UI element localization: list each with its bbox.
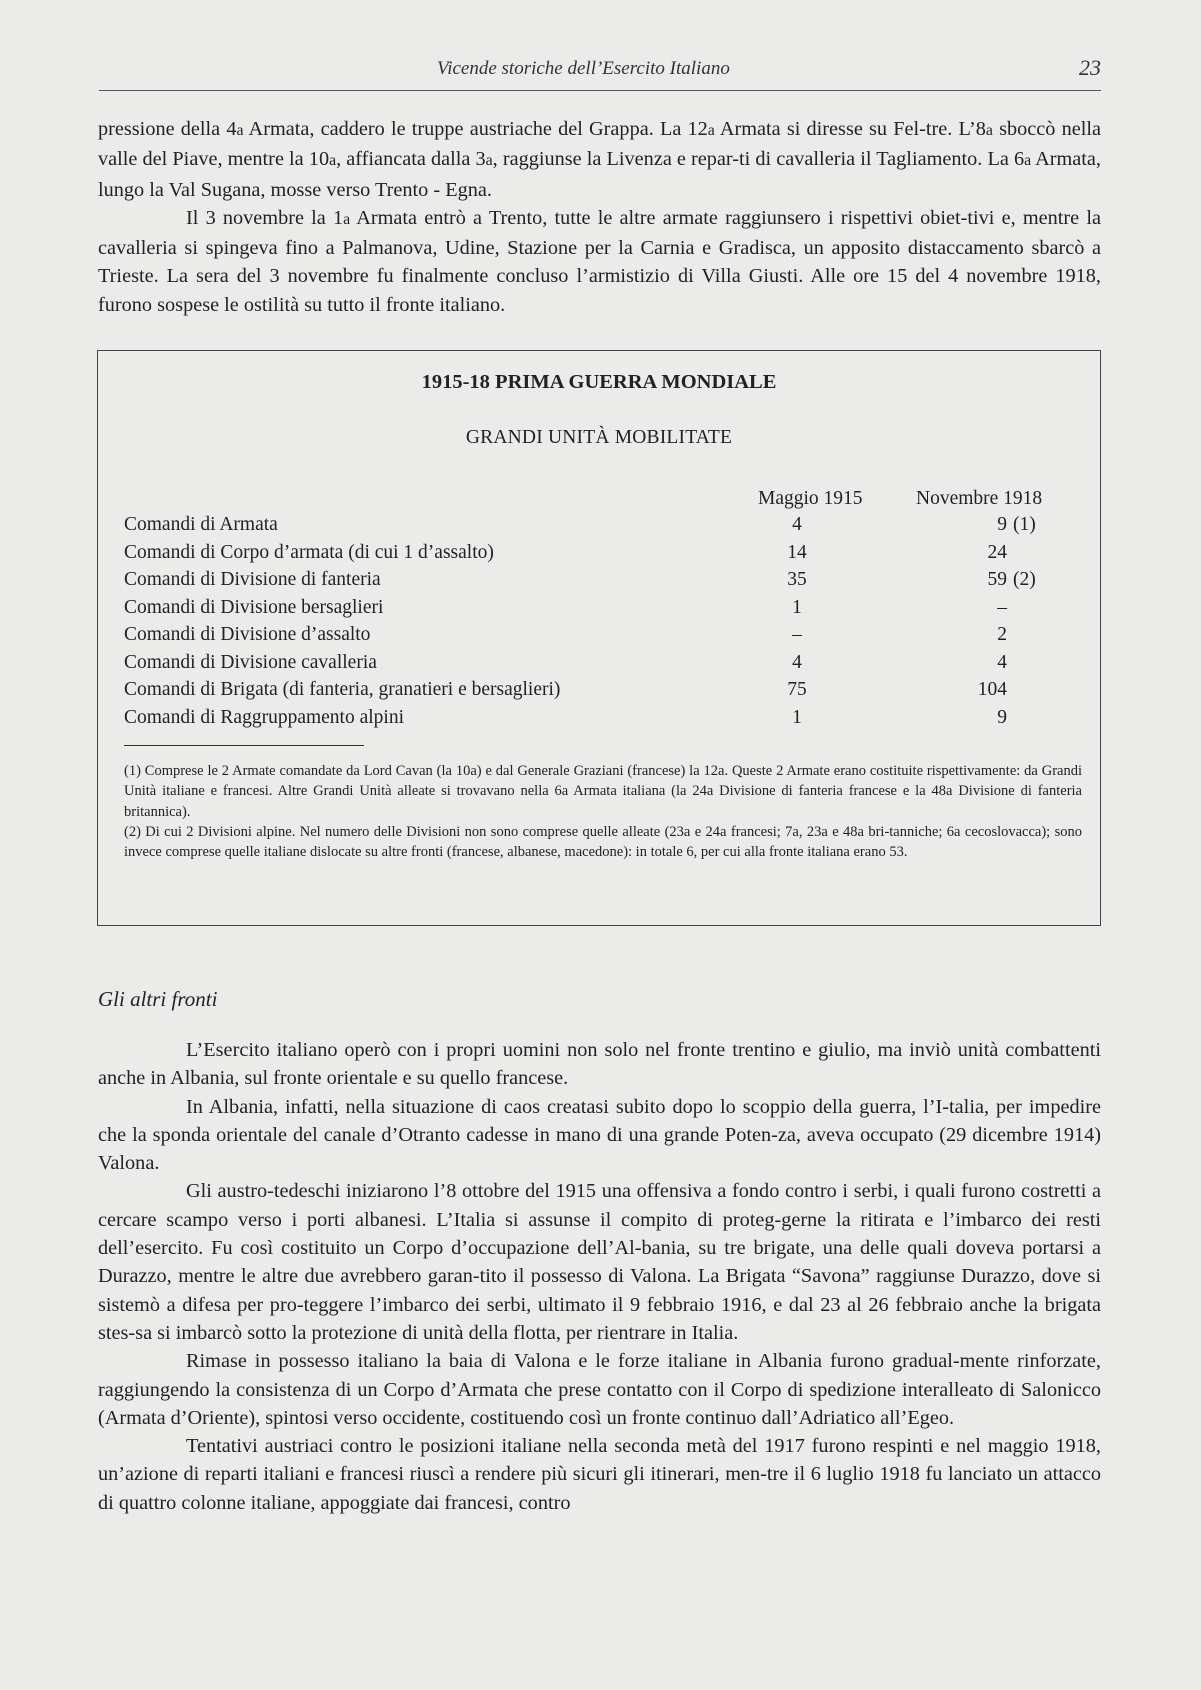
value-may-1915: 14 <box>787 542 807 563</box>
page-number: 23 <box>1079 55 1101 80</box>
footnote-2: (2) Di cui 2 Divisioni alpine. Nel numero delle Divisioni non sono comprese quelle alleate (23a e 24a francesi; 7a, 23a e 48a bri-tanniche; 6a cecoslovacca); sono invece comprese quelle italiane dislocate su altre fronti (francese, albanese, macedone): in totale 6, per cui alla fronte italiana erano 53. <box>124 823 1082 861</box>
row-label: Comandi di Brigata (di fanteria, granatieri e bersaglieri) <box>124 679 561 700</box>
value-nov-1918: 4 <box>997 652 1007 673</box>
main-text <box>98 1036 1101 1517</box>
value-nov-1918: 2 <box>997 624 1007 645</box>
value-nov-1918: – <box>997 597 1007 618</box>
value-may-1915: 1 <box>792 707 802 728</box>
value-nov-1918: 104 <box>977 679 1007 700</box>
footnote-1: (1) Comprese le 2 Armate comandate da Lord Cavan (la 10a) e dal Generale Graziani (francese) la 12a. Queste 2 Armate erano costituite rispettivamente: da Grandi Unità italiane e francesi. Altre Grandi Unità alleate si trovavano nella 6a Armata italiana (la 24a Divisione di fanteria francese e la 48a Divisione di fanteria britannica). <box>124 763 1082 820</box>
running-title: Vicende storiche dell’Esercito Italiano <box>437 58 730 79</box>
row-label: Comandi di Armata <box>124 514 278 535</box>
table-footnotes <box>124 761 1082 862</box>
table-row <box>124 624 1094 651</box>
footnote-rule <box>124 745 364 746</box>
main-paragraph-2: In Albania, infatti, nella situazione di caos creatasi subito dopo lo scoppio della guerra, l’I-talia, per impedire che la sponda orientale del canale d’Otranto cadesse in mano di una grande Poten-za, aveva occupato (29 dicembre 1914) Valona. <box>98 1095 1101 1175</box>
row-label: Comandi di Divisione di fanteria <box>124 569 381 590</box>
table-row <box>124 679 1094 706</box>
value-nov-1918: 59 <box>987 569 1007 590</box>
main-paragraph-1: L’Esercito italiano operò con i propri uomini non solo nel fronte trentino e giulio, ma inviò unità combattenti anche in Albania, sul fronte orientale e su quello francese. <box>98 1039 1101 1090</box>
main-paragraph-3: Gli austro-tedeschi iniziarono l’8 ottobre del 1915 una offensiva a fondo contro i serbi, i quali furono costretti a cercare scampo verso i porti albanesi. L’Italia si assunse il compito di proteg-gerne la ritirata e l’imbarco dei resti dell’esercito. Fu così costituito un Corpo d’occupazione dell’Al-bania, su tre brigate, una delle quali doveva portarsi a Durazzo, mentre le altre due avrebbero garan-tito il possesso di Valona. La Brigata “Savona” raggiunse Durazzo, dove si sistemò a difesa per pro-teggere l’imbarco dei serbi, ultimato il 9 febbraio 1916, e dal 23 al 26 febbraio anche la brigata stes-sa si imbarcò sotto la protezione di unità della flotta, per rientrare in Italia. <box>98 1180 1101 1344</box>
statistics-table <box>97 350 1101 926</box>
row-label: Comandi di Raggruppamento alpini <box>124 707 404 728</box>
column-header-nov-1918: Novembre 1918 <box>916 488 1043 509</box>
value-nov-1918: 9 <box>997 707 1007 728</box>
table-subtitle: GRANDI UNITÀ MOBILITATE <box>465 427 733 448</box>
table-row <box>124 542 1094 569</box>
column-header-may-1915: Maggio 1915 <box>758 488 863 509</box>
value-may-1915: 4 <box>792 514 802 535</box>
table-row <box>124 569 1094 596</box>
footnote-ref: (2) <box>1013 569 1036 590</box>
table-row <box>124 707 1094 734</box>
row-label: Comandi di Divisione cavalleria <box>124 652 377 673</box>
row-label: Comandi di Corpo d’armata (di cui 1 d’assalto) <box>124 542 494 563</box>
intro-paragraph-1: pressione della 4a Armata, caddero le truppe austriache del Grappa. La 12a Armata si diresse su Fel-tre. L’8a sboccò nella valle del Piave, mentre la 10a, affiancata dalla 3a, raggiunse la Livenza e repar-ti di cavalleria il Tagliamento. La 6a Armata, lungo la Val Sugana, mosse verso Trento - Egna. <box>98 118 1102 201</box>
value-may-1915: – <box>792 624 802 645</box>
intro-text <box>98 115 1101 319</box>
value-nov-1918: 9 <box>997 514 1007 535</box>
table-row <box>124 652 1094 679</box>
value-may-1915: 4 <box>792 652 802 673</box>
page-header <box>99 54 1101 91</box>
footnote-ref: (1) <box>1013 514 1036 535</box>
row-label: Comandi di Divisione d’assalto <box>124 624 371 645</box>
value-may-1915: 1 <box>792 597 802 618</box>
value-may-1915: 35 <box>787 569 807 590</box>
main-paragraph-4: Rimase in possesso italiano la baia di Valona e le forze italiane in Albania furono gradual-mente rinforzate, raggiungendo la consistenza di un Corpo d’Armata che prese contatto con il Corpo di spedizione interalleato di Salonicco (Armata d’Oriente), spintosi verso occidente, costituendo così un fronte continuo dall’Adriatico all’Egeo. <box>98 1350 1101 1429</box>
table-title: 1915-18 PRIMA GUERRA MONDIALE <box>421 371 777 393</box>
row-label: Comandi di Divisione bersaglieri <box>124 597 384 618</box>
table-row <box>124 514 1094 541</box>
intro-paragraph-2: Il 3 novembre la 1a Armata entrò a Trento, tutte le altre armate raggiunsero i rispettivi obiet-tivi e, mentre la cavalleria si spingeva fino a Palmanova, Udine, Stazione per la Carnia e Gradisca, un apposito distaccamento sbarcò a Trieste. La sera del 3 novembre fu finalmente concluso l’armistizio di Villa Giusti. Alle ore 15 del 4 novembre 1918, furono sospese le ostilità su tutto il fronte italiano. <box>98 206 1101 316</box>
value-nov-1918: 24 <box>987 542 1007 563</box>
value-may-1915: 75 <box>787 679 807 700</box>
main-paragraph-5: Tentativi austriaci contro le posizioni italiane nella seconda metà del 1917 furono respinti e nel maggio 1918, un’azione di reparti italiani e francesi riuscì a rendere più sicuri gli itinerari, men-tre il 6 luglio 1918 fu lanciato un attacco di quattro colonne italiane, appoggiate dai francesi, contro <box>98 1435 1101 1514</box>
table-row <box>124 597 1094 624</box>
section-heading: Gli altri fronti <box>98 987 218 1011</box>
